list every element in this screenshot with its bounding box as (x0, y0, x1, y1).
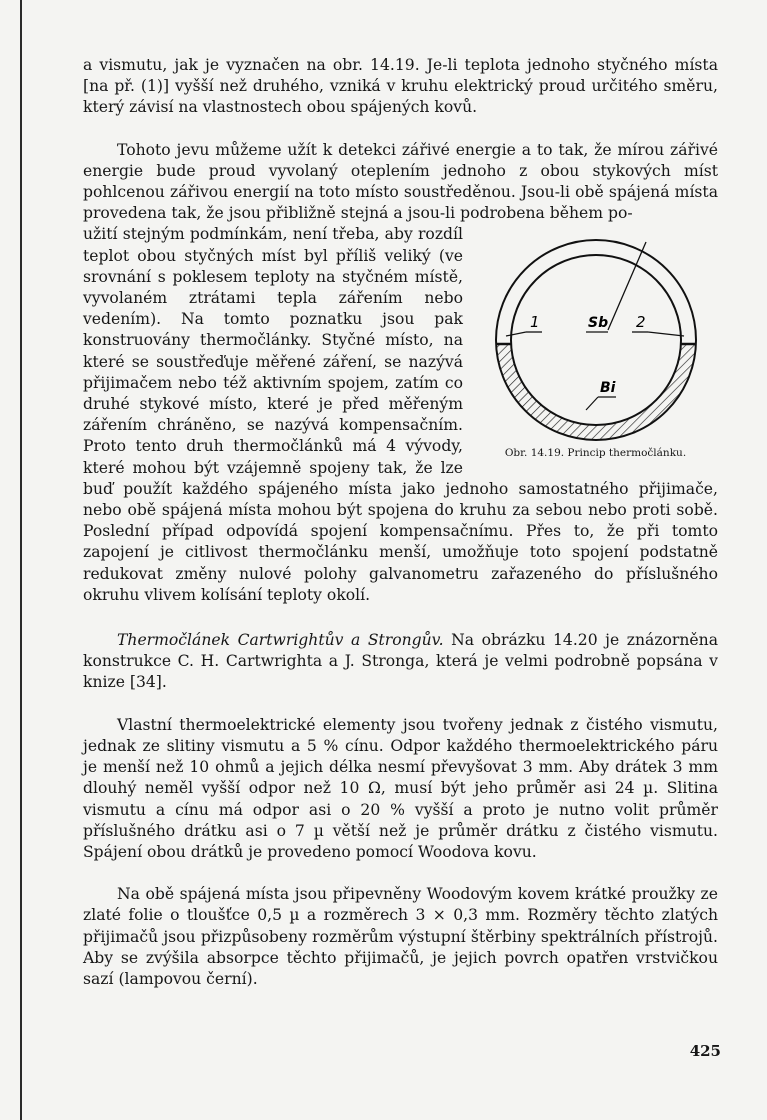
label-sb: Sb (587, 315, 608, 332)
label-2: 2 (635, 313, 646, 332)
bismuth-ring-half (496, 240, 696, 440)
label-1: 1 (529, 313, 540, 332)
thermocouple-figure (473, 232, 718, 460)
paragraph-4: Vlastní thermoelektrické elementy jsou tvořeny jednak z čistého vismutu, jednak ze slitiny vismutu a 5 % cínu. Odpor každého thermoelektrického páru je menší než 10 ohmů a jejich délka nesmí převyšovat 3 mm. Aby drátek 3 mm dlouhý neměl vyšší odpor než 10 Ω, musí být jeho průměr asi 24 µ. Slitina vismutu a cínu má odpor asi o 20 % vyšší a proto je nutno volit průměr příslušného drátku asi o 7 µ větší než je průměr drátku z čistého vismutu. Spájení obou drátků je provedeno pomocí Woodova kovu. (83, 715, 718, 861)
paragraph-2-intro: Tohoto jevu můžeme užít k detekci zářivé energie a to tak, že mírou zářivé energie bude proud vyvolaný oteplením jednoho z obou stykových míst pohlcenou zářivou energií na toto místo soustředěnou. Jsou-li obě spájená místa provedena tak, že jsou přibližně stejná a jsou-li podrobena během po- (83, 140, 718, 223)
page-number: 425 (689, 1042, 721, 1060)
thermocouple-diagram (476, 232, 716, 442)
paragraph-1: a vismutu, jak je vyznačen na obr. 14.19. Je-li teplota jednoho styčného místa [na př. (1)] vyšší než druhého, vzniká v kruhu elektrický proud určitého směru, který závisí na vlastnostech obou spájených kovů. (83, 56, 718, 117)
paragraph-3-text: Na obrázku 14.20 je znázorněna konstrukce C. H. Cartwrighta a J. Stronga, která je velmi podrobně popsána v knize [34]. (83, 631, 718, 692)
paragraph-3 (83, 630, 718, 694)
paragraph-5: Na obě spájená místa jsou připevněny Woodovým kovem krátké proužky ze zlaté folie o tloušťce 0,5 µ a rozměrech 3 × 0,3 mm. Rozměry těchto zlatých přijimačů jsou přizpůsobeny rozměrům výstupní štěrbiny spektrálních přístrojů. Aby se zvýšila absorpce těchto přijimačů, je jejich povrch opatřen vrstvičkou sazí (lampovou černí). (83, 885, 718, 988)
paragraph-2-body: užití stejným podmínkám, není třeba, aby rozdíl teplot obou styčných míst byl příliš veliký (ve srovnání s poklesem teploty na styčném místě, vyvolaném ztrátami tepla zářením nebo vedením). Na tomto poznatku jsou pak konstruovány thermočlánky. Styčné místo, na které se soustřeďuje měřené záření, se nazývá přijimačem nebo též aktivním spojem, zatím co druhé stykové místo, které je před měřeným zářením chráněno, se nazývá kompensačním. Proto tento druh thermočlánků má 4 vývody, které mohou být vzájemně spojeny tak, že lze buď použít každého spájeného místa jako jednoho samostatného přijimače, nebo obě spájená místa mohou být spojena do kruhu za sebou nebo proti sobě. Poslední případ odpovídá spojení kompensačnímu. Přes to, že při tomto zapojení je citlivost thermočlánku menší, umožňuje toto spojení podstatně redukovat změny nulové polohy galvanometru zařazeného do příslušného okruhu vlivem kolísání teploty okolí. (83, 225, 718, 604)
page-edge-line (20, 0, 22, 1120)
page-body (83, 55, 718, 990)
label-bi: Bi (599, 380, 615, 397)
section-heading: Thermočlánek Cartwrightův a Strongův. (117, 631, 444, 650)
figure-caption: Obr. 14.19. Princip thermočlánku. (504, 447, 687, 460)
